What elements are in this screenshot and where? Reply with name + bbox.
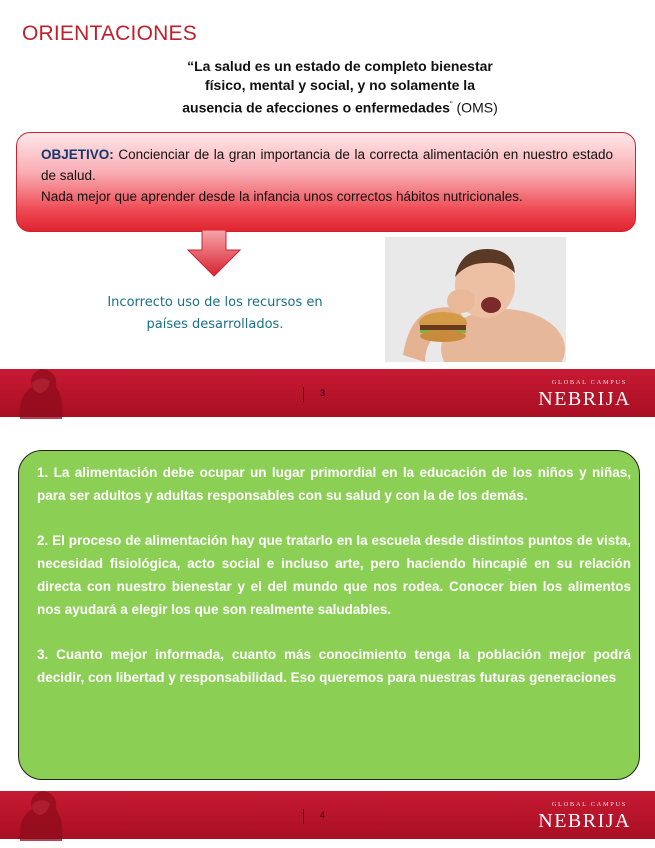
callout-line-1: Incorrecto uso de los recursos en — [107, 295, 323, 310]
page-number: 3 — [320, 388, 326, 398]
key-point-3: 3. Cuanto mejor informada, cuanto más conocimiento tenga la población mejor podrá decidir, con libertad y responsabilidad. Eso queremos para nuestras futuras generaciones — [37, 647, 631, 685]
brand-logo: NEBRIJA — [538, 388, 631, 410]
quote-line-3 — [140, 95, 540, 118]
nebrija-crest-icon — [14, 787, 66, 841]
footer-divider — [303, 387, 304, 402]
slide-footer — [0, 369, 655, 417]
nebrija-crest-icon — [14, 365, 66, 419]
quote-source: (OMS) — [452, 99, 498, 116]
callout-text — [80, 292, 350, 336]
key-points-box — [18, 450, 640, 780]
boy-eating-burger-photo — [385, 237, 566, 362]
brand-subtitle: GLOBAL CAMPUS — [551, 379, 627, 386]
brand-subtitle: GLOBAL CAMPUS — [551, 801, 627, 808]
objective-label: OBJETIVO: — [41, 147, 114, 162]
key-point-1: 1. La alimentación debe ocupar un lugar primordial en la educación de los niños y niñas, para ser adultos y adultas responsables con su salud y con la de los demás. — [37, 465, 631, 503]
down-arrow-icon — [186, 230, 242, 278]
slide-3 — [0, 0, 655, 420]
quote-line-2: físico, mental y social, y no solamente la — [205, 77, 475, 93]
page-number: 4 — [320, 810, 326, 820]
quote-close-mark: “ — [449, 100, 453, 109]
slide-title: ORIENTACIONES — [22, 22, 197, 45]
who-quote — [140, 57, 540, 118]
callout-line-2: países desarrollados. — [146, 317, 284, 332]
slide-4 — [0, 424, 655, 848]
quote-line-1: “La salud es un estado de completo bienestar — [187, 58, 493, 74]
footer-divider — [303, 809, 304, 824]
key-point-2: 2. El proceso de alimentación hay que tratarlo en la escuela desde distintos puntos de vista, necesidad fisiológica, acto social e incluso arte, pero haciendo hincapié en su relación directa con nuestro bienestar y el del mundo que nos rodea. Conocer bien los alimentos nos ayudará a elegir los que son realmente saludables. — [37, 533, 631, 617]
brand-logo: NEBRIJA — [538, 810, 631, 832]
objective-paragraph-2: Nada mejor que aprender desde la infancia unos correctos hábitos nutricionales. — [41, 189, 523, 204]
objective-box — [16, 132, 636, 232]
quote-line-3-text: ausencia de afecciones o enfermedades — [182, 99, 450, 116]
slide-footer — [0, 791, 655, 839]
objective-text: Concienciar de la gran importancia de la correcta alimentación en nuestro estado de salud. — [41, 147, 613, 183]
objective-paragraph — [41, 144, 613, 186]
